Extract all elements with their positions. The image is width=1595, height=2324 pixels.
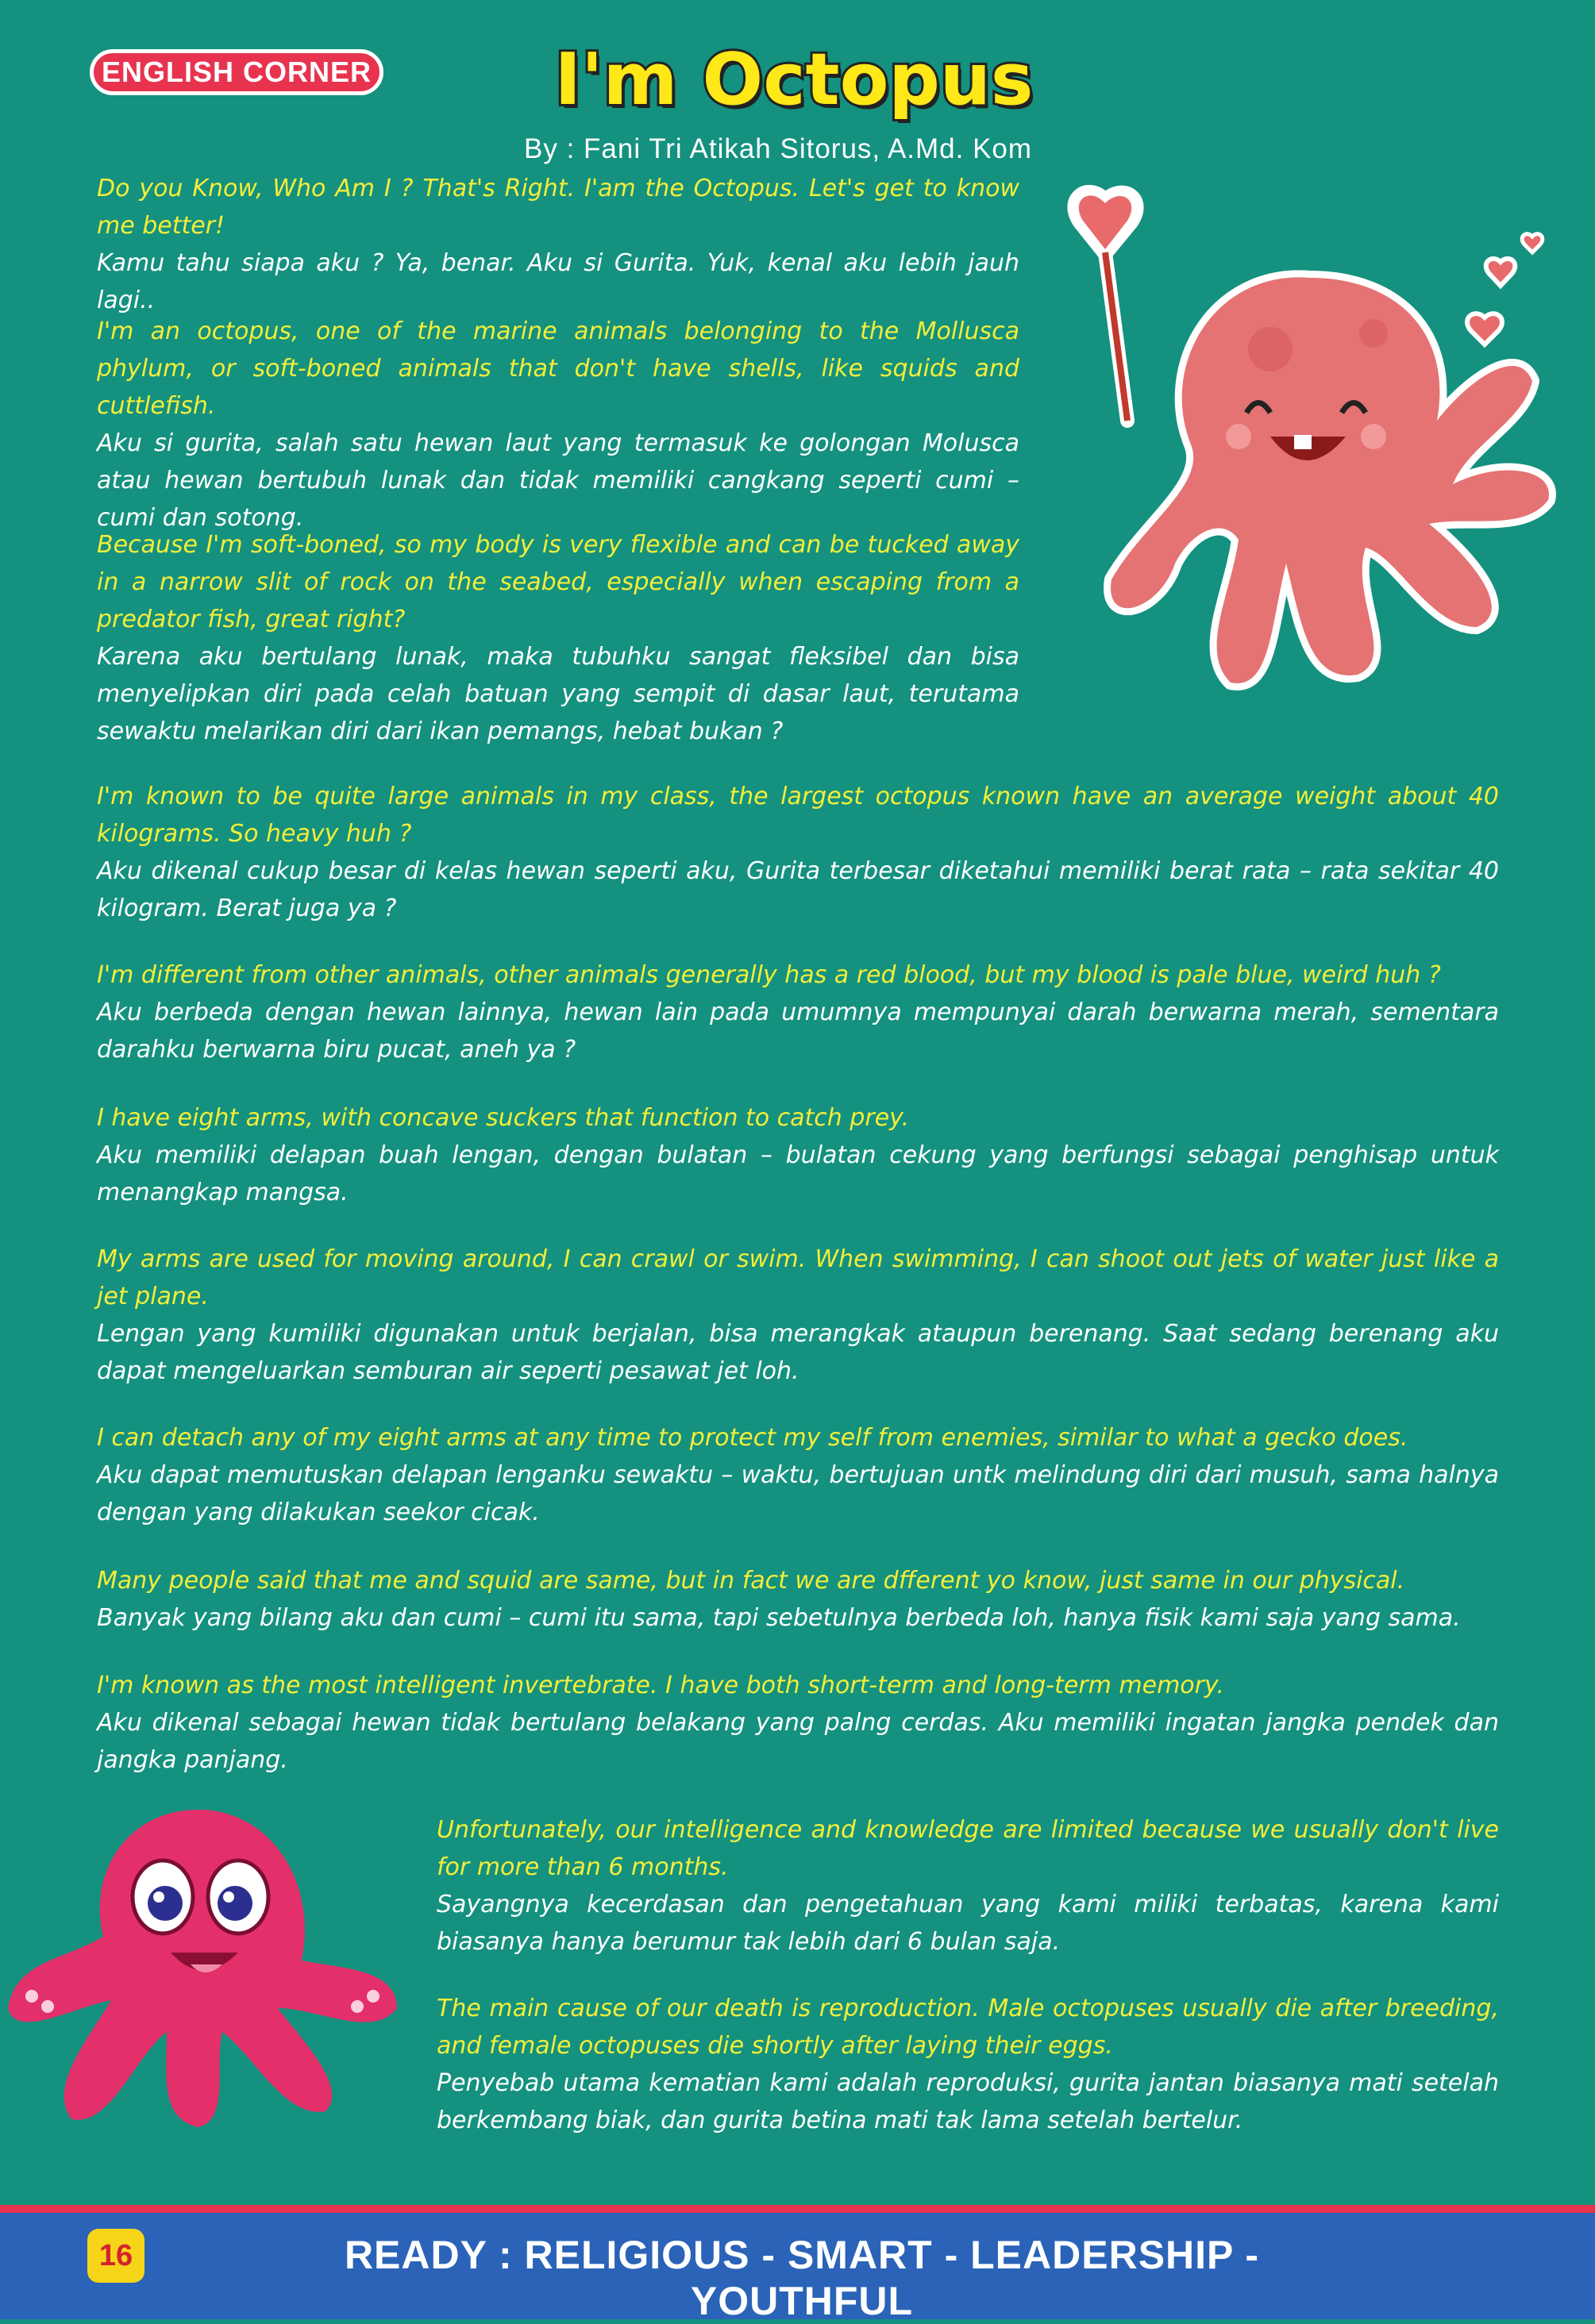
paragraph-reproduction — [437, 1990, 1499, 2139]
paragraph-english: Because I'm soft-boned, so my body is very flexible and can be tucked away in a narrow slit of rock on the seabed, especially when escaping from a predator fish, great right? — [97, 531, 1019, 633]
octopus-heart-wand-illustration — [1056, 183, 1572, 698]
paragraph-indonesian: Aku memiliki delapan buah lengan, dengan bulatan – bulatan cekung yang berfungsi sebagai penghisap untuk menangkap mangsa. — [97, 1141, 1499, 1206]
paragraph-indonesian: Karena aku bertulang lunak, maka tubuhku sangat fleksibel dan bisa menyelipkan diri pada celah batuan yang sempit di dasar laut, terutama sewaktu melarikan diri dari ikan pemangs, hebat bukan ? — [97, 643, 1019, 745]
footer-divider — [0, 2205, 1595, 2213]
paragraph-arms — [97, 1099, 1499, 1211]
paragraph-indonesian: Lengan yang kumiliki digunakan untuk berjalan, bisa merangkak ataupun berenang. Saat sedang berenang aku dapat mengeluarkan semburan air seperti pesawat jet loh. — [97, 1320, 1499, 1385]
paragraph-indonesian: Aku dikenal sebagai hewan tidak bertulang belakang yang palng cerdas. Aku memiliki ingatan jangka pendek dan jangka panjang. — [97, 1709, 1499, 1774]
paragraph-indonesian: Aku dikenal cukup besar di kelas hewan seperti aku, Gurita terbesar diketahui memiliki berat rata – rata sekitar 40 kilogram. Berat juga ya ? — [97, 857, 1499, 922]
paragraph-squid — [97, 1562, 1499, 1637]
paragraph-lifespan — [437, 1811, 1499, 1960]
paragraph-english: I'm known as the most intelligent invertebrate. I have both short-term and long-term memory. — [97, 1672, 1224, 1699]
paragraph-english: I'm an octopus, one of the marine animals belonging to the Mollusca phylum, or soft-boned animals that don't have shells, like squids and cuttlefish. — [97, 317, 1019, 420]
paragraph-indonesian: Kamu tahu siapa aku ? Ya, benar. Aku si Gurita. Yuk, kenal aku lebih jauh lagi.. — [97, 249, 1019, 314]
pink-octopus-illustration — [0, 1802, 413, 2135]
paragraph-indonesian: Aku si gurita, salah satu hewan laut yang termasuk ke golongan Molusca atau hewan bertubuh lunak dan tidak memiliki cangkang seperti cumi – cumi dan sotong. — [97, 429, 1019, 532]
paragraph-indonesian: Aku berbeda dengan hewan lainnya, hewan lain pada umumnya mempunyai darah berwarna merah, sementara darahku berwarna biru pucat, aneh ya ? — [97, 998, 1499, 1064]
paragraph-english: The main cause of our death is reproduction. Male octopuses usually die after breeding, and female octopuses die shortly after laying their eggs. — [437, 1995, 1499, 2060]
footer-motto: READY : RELIGIOUS - SMART - LEADERSHIP - YOUTHFUL — [344, 2233, 1260, 2323]
paragraph-indonesian: Banyak yang bilang aku dan cumi – cumi itu sama, tapi sebetulnya berbeda loh, hanya fisik kami saja yang sama. — [97, 1604, 1461, 1632]
paragraph-flexible — [97, 526, 1019, 750]
paragraph-indonesian: Aku dapat memutuskan delapan lenganku sewaktu – waktu, bertujuan untk melindung diri dari musuh, sama halnya dengan yang dilakukan seekor cicak. — [97, 1461, 1499, 1526]
paragraph-indonesian: Sayangnya kecerdasan dan pengetahuan yang kami miliki terbatas, karena kami biasanya hanya berumur tak lebih dari 6 bulan saja. — [437, 1891, 1499, 1956]
page-number: 16 — [87, 2229, 144, 2283]
paragraph-indonesian: Penyebab utama kematian kami adalah reproduksi, gurita jantan biasanya mati setelah berkembang biak, dan gurita betina mati tak lama setelah bertelur. — [437, 2069, 1499, 2134]
paragraph-intelligent — [97, 1667, 1499, 1779]
paragraph-detach — [97, 1419, 1499, 1531]
paragraph-blood — [97, 956, 1499, 1068]
author-byline: By : Fani Tri Atikah Sitorus, A.Md. Kom — [524, 133, 1033, 164]
paragraph-english: I have eight arms, with concave suckers that function to catch prey. — [97, 1104, 910, 1132]
paragraph-english: Many people said that me and squid are same, but in fact we are dfferent yo know, just same in our physical. — [97, 1567, 1405, 1595]
paragraph-moving — [97, 1241, 1499, 1390]
paragraph-english: I'm known to be quite large animals in my class, the largest octopus known have an average weight about 40 kilograms. So heavy huh ? — [97, 783, 1499, 848]
section-badge: ENGLISH CORNER — [90, 49, 383, 95]
paragraph-size — [97, 778, 1499, 927]
paragraph-english: Unfortunately, our intelligence and knowledge are limited because we usually don't live for more than 6 months. — [437, 1816, 1499, 1881]
article-title: I'm Octopus — [554, 38, 1034, 121]
paragraph-english: I can detach any of my eight arms at any time to protect my self from enemies, similar to what a gecko does. — [97, 1424, 1408, 1452]
paragraph-intro — [97, 170, 1019, 319]
paragraph-mollusca — [97, 313, 1019, 537]
paragraph-english: Do you Know, Who Am I ? That's Right. I'am the Octopus. Let's get to know me better! — [97, 175, 1019, 240]
paragraph-english: My arms are used for moving around, I can crawl or swim. When swimming, I can shoot out jets of water just like a jet plane. — [97, 1245, 1499, 1310]
paragraph-english: I'm different from other animals, other animals generally has a red blood, but my blood is pale blue, weird huh ? — [97, 961, 1441, 989]
